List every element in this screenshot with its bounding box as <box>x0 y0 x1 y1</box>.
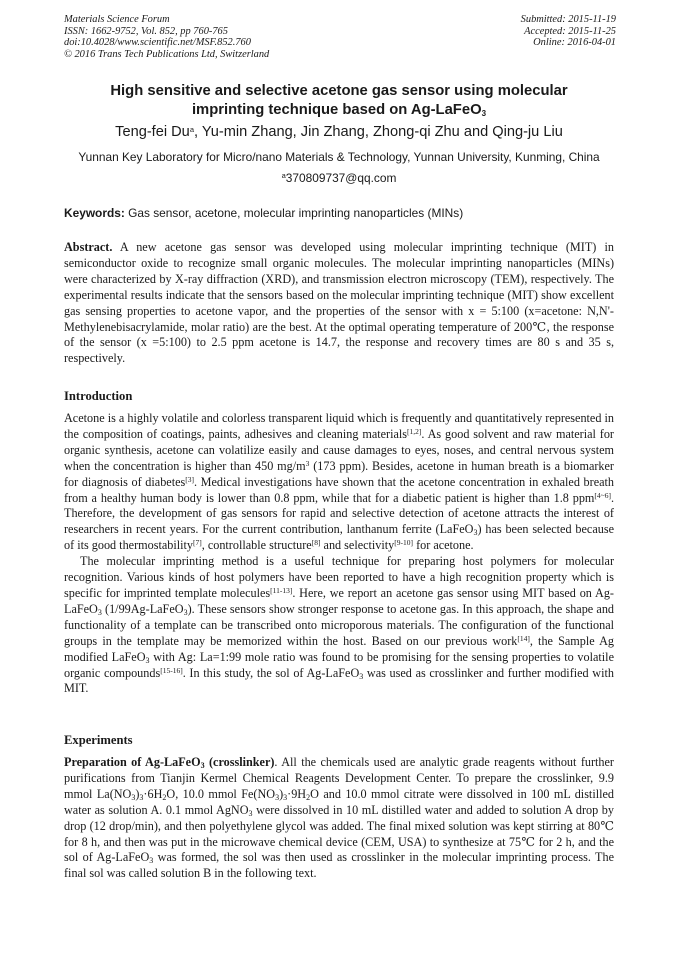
journal-copyright: © 2016 Trans Tech Publications Ltd, Switzerland <box>64 48 270 60</box>
submission-dates <box>521 14 616 49</box>
experiments-body <box>64 755 614 882</box>
journal-doi: doi:10.4028/www.scientific.net/MSF.852.760 <box>64 37 251 49</box>
author-email: $^a$370809737@qq.com <box>281 171 397 185</box>
abstract-label: Abstract. <box>64 240 113 254</box>
author-list <box>60 123 618 141</box>
preparation-lead: Preparation of Ag-LaFeO$_3$ (crosslinker) <box>64 755 275 770</box>
paper-title <box>60 82 618 120</box>
intro-paragraph-2: The molecular imprinting method is a useful technique for preparing host polymers for molecular recognition. Various kinds of host polymers have been reported to have a high recognition property which is specific for imprinted template molecules[11-13]. Here, we report an acetone gas sensor using MIT based on Ag-LaFeO$_3$ (1/99Ag-LaFeO$_3$). These sensors show stronger response to acetone gas. In this approach, the shape and functionality of a template can be transcribed onto microporous materials. The configuration of the functional groups in the template may be memorized within the host. Based on our previous work[14], the Sample Ag modified LaFeO$_3$ with Ag: La=1:99 mole ratio was found to be promising for the sensing properties to volatile organic compounds[15-16]. In this study, the sol of Ag-LaFeO$_3$ was used as crosslinker and further modified with MIT. <box>64 554 615 696</box>
keywords-text: Gas sensor, acetone, molecular imprinting nanoparticles (MINs) <box>124 206 464 220</box>
introduction-body <box>64 411 614 697</box>
experiments-paragraph-1: Preparation of Ag-LaFeO$_3$ (crosslinker). All the chemicals used are analytic grade reagents without further purifications from Tianjin Kermel Chemical Reagents Development Center. To prepare the crosslinker, 9.9 mmol $La(NO_3)_3\cdot 6H_2O$, 10.0 mmol $Fe(NO_3)_3\cdot 9H_2O$ and 10.0 mmol citrate were dissolved in 100 mL distilled water as solution A. 0.1 mmol AgNO$_3$ were dissolved in 10 mL distilled water and added to solution A drop by drop (12 drop/min), and then polyethylene glycol was added. The final mixed solution was kept stirring at 80℃ for 8 h, and then was put in the microwave chemical device (CEM, USA) to synthesize at 75℃ for 2 h, and the sol of Ag-LaFeO$_3$ was formed, the sol was then used as crosslinker in the molecular imprinting process. The final sol was called solution B in the following text. <box>64 755 615 881</box>
title-line-1: High sensitive and selective acetone gas sensor using molecular <box>110 83 568 99</box>
author-affil-mark: a <box>189 125 194 134</box>
title-line-2: imprinting technique based on Ag-LaFeO$_3$ <box>191 102 487 118</box>
abstract <box>64 240 614 367</box>
experiments-heading: Experiments <box>64 733 133 747</box>
intro-paragraph-1: Acetone is a highly volatile and colorless transparent liquid which is frequently and quantitatively represented in the composition of coatings, paints, adhesives and cleaning materials[1,2]. As good solvent and raw material for organic synthesis, acetone can volatilize easily and cause damages to eyes, noses, and central nervous system when the concentration is higher than 450 $mg/m^3$ (173 ppm). Besides, acetone in human breath is a biomarker for diagnosis of diabetes[3]. Medical investigations have shown that the acetone concentration in exhaled breath from a healthy human body is lower than 0.8 ppm, while that for a diabetic patient is higher than 1.8 ppm[4~6]. Therefore, the development of gas sensors for rapid and selective detection of acetone attracts the interest of researchers in recent years. For the current contribution, lanthanum ferrite (LaFeO$_3$) has been selected because of its good thermostability[7], controllable structure[8] and selectivity[9-10] for acetone. <box>64 411 614 553</box>
journal-name: Materials Science Forum <box>64 14 170 25</box>
affiliation: Yunnan Key Laboratory for Micro/nano Materials & Technology, Yunnan University, Kunming, China <box>78 150 600 164</box>
journal-header <box>64 14 269 60</box>
date-online: Online: 2016-04-01 <box>533 37 616 49</box>
journal-issn: ISSN: 1662-9752, Vol. 852, pp 760-765 <box>64 25 228 37</box>
author-first: Teng-fei Du <box>115 124 190 140</box>
abstract-text: A new acetone gas sensor was developed using molecular imprinting technique (MIT) in semiconductor oxide to recognize small organic molecules. The molecular imprinting nanoparticles (MINs) were characterized by X-ray diffraction (XRD), and transmission electron microscopy (TEM), respectively. The experimental results indicate that the sensors based on the molecular imprinting technique (MIT) show excellent gas sensing properties to acetone vapor, and the properties of the sensor with x = 5:100 (x=acetone: N,N'-Methylenebisacrylamide, molar ratio) are the best. At the optimal operating temperature of 200℃, the response of the sensor (x =5:100) to 2.5 ppm acetone is 14.7, the response and recovery times are 80 s and 35 s, respectively. <box>64 240 614 366</box>
introduction-heading: Introduction <box>64 389 133 403</box>
date-accepted: Accepted: 2015-11-25 <box>524 25 616 37</box>
author-rest: , Yu-min Zhang, Jin Zhang, Zhong-qi Zhu and Qing-ju Liu <box>193 124 563 140</box>
keywords-label: Keywords: <box>64 206 125 220</box>
date-submitted: Submitted: 2015-11-19 <box>520 14 616 25</box>
keywords <box>64 206 624 220</box>
